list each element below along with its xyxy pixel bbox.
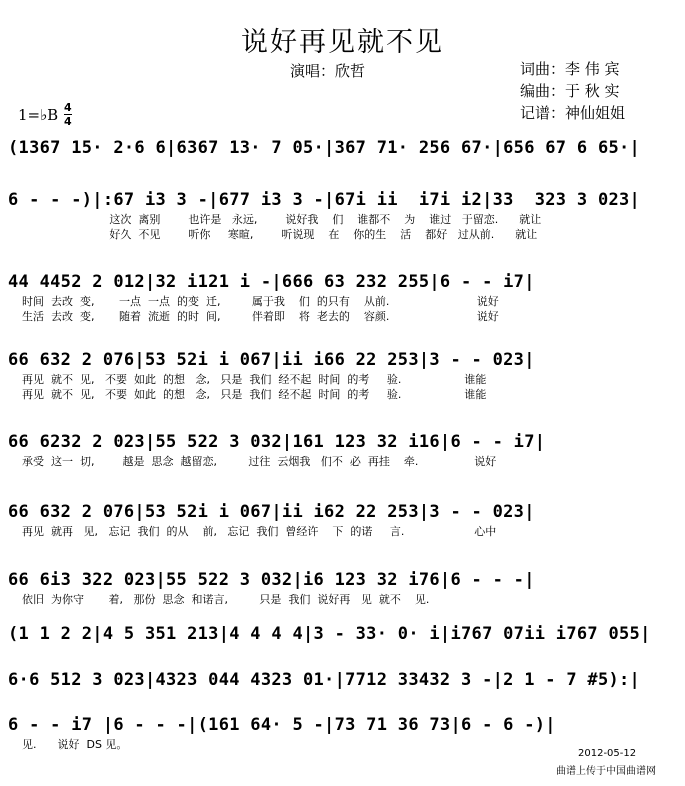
notation-line: 6 - - -)|:67 i3 3 -|677 i3 3 -|67i ii i7i i2|33 323 3 023| — [8, 190, 641, 210]
score-system — [8, 270, 646, 324]
lyricist-composer: 词曲：李 伟 宾 — [520, 60, 620, 78]
lyric-line: 依旧 为你守 着, 那份 思念 和诺言, 只是 我们 说好再 见 就不 见. — [22, 593, 430, 606]
transcriber: 记谱：神仙姐姐 — [520, 104, 626, 122]
notation-line: 6 - - i7 |6 - - -|(161 64· 5 -|73 71 36 73|6 - 6 -)| — [8, 715, 556, 735]
lyric-line: 这次 离别 也许是 永远, 说好我 们 谁都不 为 谁过 于留恋. 就让 — [22, 213, 542, 226]
notation-line: 66 632 2 076|53 52i i 067|ii i62 22 253|3 - - 023| — [8, 502, 535, 522]
lyric-line: 承受 这一 切, 越是 思念 越留恋, 过往 云烟我 们不 必 再挂 牵. 说好 — [22, 455, 497, 468]
notation-line: (1367 15· 2·6 6|6367 13· 7 05·|367 71· 256 67·|656 67 6 65·| — [8, 138, 641, 158]
score-system — [8, 136, 646, 160]
score-system — [8, 348, 646, 402]
credits — [520, 58, 625, 124]
notation-line: 44 4452 2 012|32 i121 i -|666 63 232 255|6 - - i7| — [8, 272, 535, 292]
score-system — [8, 500, 646, 539]
score-system — [8, 568, 646, 607]
notation-line: 66 6232 2 023|55 522 3 032|161 123 32 i16|6 - - i7| — [8, 432, 546, 452]
lyric-line: 生活 去改 变, 随着 流逝 的时 间, 伴着即 将 老去的 容颜. 说好 — [22, 310, 499, 323]
page-date: 2012-05-12 — [578, 748, 637, 759]
meter-bottom: 4 — [64, 115, 72, 128]
lyric-line: 再见 就不 见, 不要 如此 的想 念, 只是 我们 经不起 时间 的考 验. 谁能 — [22, 373, 487, 386]
notation-line: 66 632 2 076|53 52i i 067|ii i66 22 253|3 - - 023| — [8, 350, 535, 370]
notation-line: 6·6 512 3 023|4323 044 4323 01·|7712 33432 3 -|2 1 - 7 #5):| — [8, 670, 641, 690]
key-signature: 1=♭B — [18, 106, 59, 124]
score-system — [8, 188, 646, 242]
score-system — [8, 430, 646, 469]
score-system — [8, 622, 651, 646]
arranger: 编曲：于 秋 实 — [520, 82, 620, 100]
lyric-line: 好久 不见 听你 寒暄, 听说现 在 你的生 活 都好 过从前. 就让 — [22, 228, 538, 241]
score-system — [8, 668, 646, 692]
meter-top: 4 — [64, 101, 72, 114]
lyric-line: 见. 说好 DS 见。 — [22, 738, 128, 751]
singer-credit: 演唱：欣哲 — [290, 62, 366, 80]
lyric-line: 再见 就再 见, 忘记 我们 的从 前, 忘记 我们 曾经许 下 的诺 言. 心中 — [22, 525, 497, 538]
lyric-line: 再见 就不 见, 不要 如此 的想 念, 只是 我们 经不起 时间 的考 验. 谁能 — [22, 388, 487, 401]
notation-line: (1 1 2 2|4 5 351 213|4 4 4 4|3 - 33· 0· i|i767 07ii i767 055| — [8, 624, 651, 644]
time-signature — [64, 102, 72, 127]
score-system — [8, 713, 646, 752]
song-title: 说好再见就不见 — [241, 27, 444, 58]
page-site: 曲谱上传于中国曲谱网 — [556, 766, 656, 777]
notation-line: 66 6i3 322 023|55 522 3 032|i6 123 32 i76|6 - - -| — [8, 570, 535, 590]
lyric-line: 时间 去改 变, 一点 一点 的变 迁, 属于我 们 的只有 从前. 说好 — [22, 295, 499, 308]
